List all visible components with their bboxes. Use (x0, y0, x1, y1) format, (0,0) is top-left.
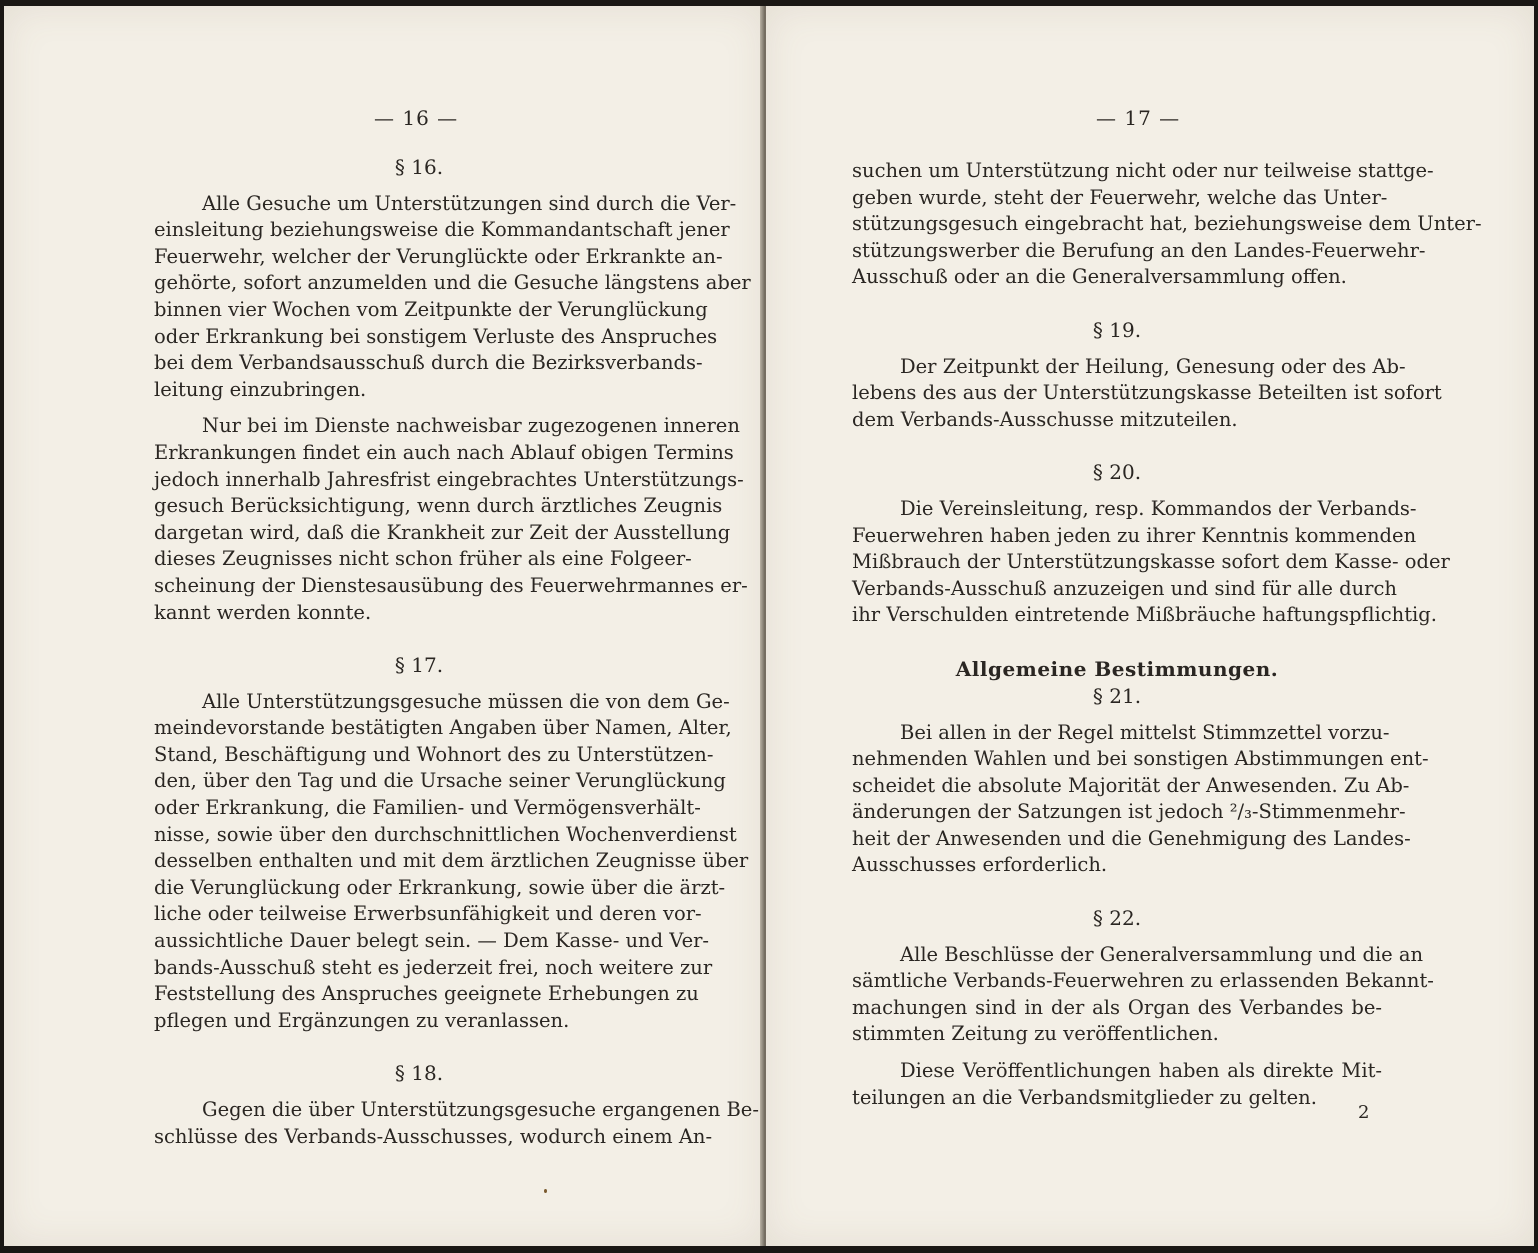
text-line: suchen um Unterstützung nicht oder nur teilweise stattge- (852, 159, 1434, 182)
text-line: Alle Unterstützungsgesuche müssen die von dem Ge- (202, 689, 730, 713)
text-line: Verbands-Ausschuß anzuzeigen und sind für alle durch (852, 576, 1397, 600)
text-line: Ausschusses erforderlich. (852, 853, 1108, 877)
text-line: Alle Gesuche um Unterstützungen sind durch die Ver- (202, 191, 737, 215)
text-line: die Verunglückung oder Erkrankung, sowie über die ärzt- (154, 875, 726, 899)
text-line: stützungswerber die Berufung an den Landes-Feuerwehr- (852, 238, 1426, 262)
text-line: liche oder teilweise Erwerbsunfähigkeit und deren vor- (154, 902, 702, 926)
text-line: pflegen und Ergänzungen zu veranlassen. (154, 1008, 570, 1032)
text-line: scheidet die absolute Majorität der Anwesenden. Zu Ab- (852, 773, 1410, 797)
text-line: bands-Ausschuß steht es jederzeit frei, noch weitere zur (154, 955, 713, 979)
text-line: stützungsgesuch eingebracht hat, beziehungsweise dem Unter- (852, 212, 1482, 236)
right-page (766, 6, 1534, 1246)
right-text-column (852, 158, 1482, 1111)
section-heading-17: § 17. (394, 653, 444, 678)
text-line: leitung einzubringen. (154, 377, 367, 401)
text-line: aussichtliche Dauer belegt sein. — Dem Kasse- und Ver- (154, 929, 710, 953)
text-line: Bei allen in der Regel mittelst Stimmzettel vorzu- (900, 720, 1390, 744)
printer-signature-mark: 2 (1358, 1102, 1370, 1123)
text-line: Der Zeitpunkt der Heilung, Genesung oder des Ab- (900, 354, 1406, 378)
text-line: Ausschuß oder an die Generalversammlung offen. (852, 265, 1347, 289)
s20-paragraph-1 (852, 496, 1450, 629)
text-line: geben wurde, steht der Feuerwehr, welche das Unter- (852, 185, 1388, 209)
text-line: binnen vier Wochen vom Zeitpunkte der Verunglückung (154, 297, 708, 321)
text-line: kannt werden konnte. (154, 600, 372, 624)
section-heading-18: § 18. (394, 1061, 444, 1086)
text-line: teilungen an die Verbandsmitglieder zu gelten. (852, 1085, 1317, 1109)
section-heading-19: § 19. (1092, 317, 1142, 342)
paper-speck (544, 1189, 547, 1193)
general-provisions-title: Allgemeine Bestimmungen. (955, 656, 1279, 681)
text-line: Alle Beschlüsse der Generalversammlung und die an (900, 942, 1424, 966)
text-line: Nur bei im Dienste nachweisbar zugezogenen inneren (202, 414, 740, 438)
text-line: änderungen der Satzungen ist jedoch ²/₃-Stimmenmehr- (852, 800, 1406, 824)
text-line: heit der Anwesenden und die Genehmigung des Landes- (852, 826, 1411, 850)
s17-paragraph-1 (154, 689, 749, 1035)
text-line: gesuch Berücksichtigung, wenn durch ärztliches Zeugnis (154, 494, 723, 518)
section-heading-21: § 21. (1092, 683, 1142, 708)
text-line: Stand, Beschäftigung und Wohnort des zu Unterstützen- (154, 742, 714, 766)
s16-paragraph-1 (154, 191, 751, 404)
text-line: bei dem Verbandsausschuß durch die Bezirksverbands- (154, 351, 703, 375)
text-line: sämtliche Verbands-Feuerwehren zu erlassenden Bekannt- (852, 969, 1434, 993)
text-line: schlüsse des Verbands-Ausschusses, wodurch einem An- (154, 1124, 713, 1148)
text-line: gehörte, sofort anzumelden und die Gesuche längstens aber (154, 271, 751, 295)
s19-paragraph-1 (852, 354, 1442, 434)
text-line: meindevorstande bestätigten Angaben über Namen, Alter, (154, 716, 732, 740)
section-heading-22: § 22. (1092, 906, 1142, 931)
text-line: scheinung der Dienstesausübung des Feuerwehrmannes er- (154, 573, 748, 597)
s16-paragraph-2 (154, 413, 748, 626)
left-text-column (154, 154, 759, 1150)
s22-paragraph-2 (852, 1058, 1382, 1111)
text-line: nisse, sowie über den durchschnittlichen Wochenverdienst (154, 822, 737, 846)
text-line: den, über den Tag und die Ursache seiner Verunglückung (154, 769, 726, 793)
s18-continuation (852, 158, 1482, 291)
text-line: Feuerwehren haben jeden zu ihrer Kenntnis kommenden (852, 523, 1417, 547)
text-line: stimmten Zeitung zu veröffentlichen. (852, 1022, 1219, 1046)
page-number-right: — 17 — (1096, 106, 1181, 130)
text-line: Die Vereinsleitung, resp. Kommandos der Verbands- (900, 496, 1417, 520)
text-line: einsleitung beziehungsweise die Kommandantschaft jener (154, 218, 730, 242)
text-line: Mißbrauch der Unterstützungskasse sofort dem Kasse- oder (852, 550, 1450, 574)
text-line: ihr Verschulden eintretende Mißbräuche haftungspflichtig. (852, 603, 1437, 627)
text-line: oder Erkrankung bei sonstigem Verluste des Anspruches (154, 324, 718, 348)
text-line: dieses Zeugnisses nicht schon früher als eine Folgeer- (154, 547, 692, 571)
text-line: nehmenden Wahlen und bei sonstigen Abstimmungen ent- (852, 747, 1429, 771)
s21-paragraph-1 (852, 720, 1429, 880)
text-line: Erkrankungen findet ein auch nach Ablauf obigen Termins (154, 440, 734, 464)
text-line: Gegen die über Unterstützungsgesuche ergangenen Be- (202, 1098, 759, 1121)
text-line: dem Verbands-Ausschusse mitzuteilen. (852, 407, 1238, 431)
text-line: machungen sind in der als Organ des Verbandes be- (852, 995, 1382, 1019)
text-line: jedoch innerhalb Jahresfrist eingebrachtes Unterstützungs- (154, 467, 744, 491)
text-line: Feststellung des Anspruches geeignete Erhebungen zu (154, 982, 699, 1006)
section-heading-16: § 16. (394, 155, 444, 179)
s18-paragraph-1 (154, 1097, 759, 1150)
text-line: oder Erkrankung, die Familien- und Vermögensverhält- (154, 796, 701, 820)
text-line: lebens des aus der Unterstützungskasse Beteilten ist sofort (852, 381, 1442, 405)
section-heading-20: § 20. (1092, 460, 1142, 485)
text-line: desselben enthalten und mit dem ärztlichen Zeugnisse über (154, 849, 749, 873)
left-page (4, 6, 764, 1246)
text-line: dargetan wird, daß die Krankheit zur Zeit der Ausstellung (154, 520, 731, 544)
s22-paragraph-1 (852, 942, 1434, 1048)
text-line: Feuerwehr, welcher der Verunglückte oder Erkrankte an- (154, 244, 723, 268)
page-number-left: — 16 — (374, 106, 459, 130)
text-line: Diese Veröffentlichungen haben als direkte Mit- (900, 1059, 1382, 1083)
